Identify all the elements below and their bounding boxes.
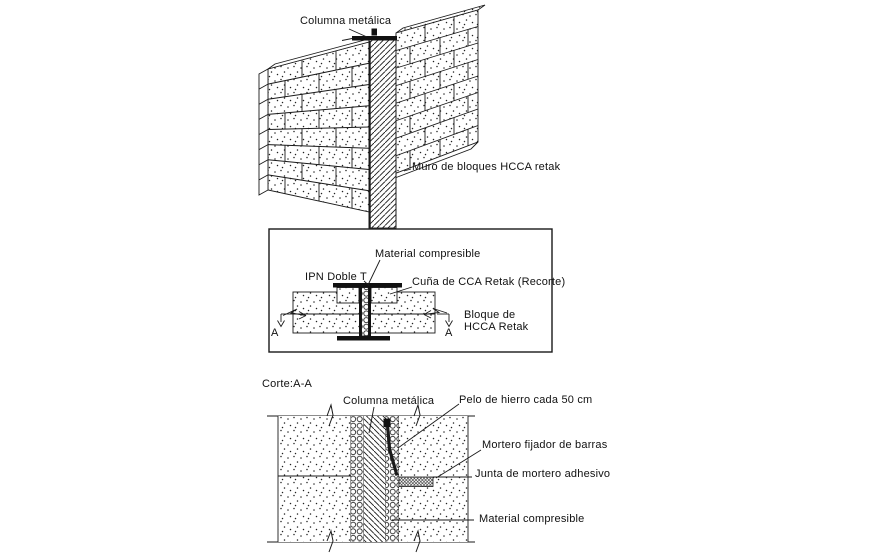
section-marker-a-left: A bbox=[271, 327, 279, 339]
label-junta-mortero: Junta de mortero adhesivo bbox=[475, 468, 611, 480]
label-columna-metalica-iso: Columna metálica bbox=[300, 15, 392, 27]
section-a-a-view bbox=[267, 404, 481, 552]
label-bloque-hcca-line2: HCCA Retak bbox=[464, 321, 529, 333]
label-pelo-de-hierro: Pelo de hierro cada 50 cm bbox=[459, 394, 593, 406]
label-material-compresible-detail: Material compresible bbox=[375, 248, 481, 260]
label-mortero-fijador: Mortero fijador de barras bbox=[482, 439, 608, 451]
label-bloque-hcca-line1: Bloque de bbox=[464, 309, 516, 321]
section-marker-a-right: A bbox=[445, 327, 453, 339]
label-material-compresible-sec: Material compresible bbox=[479, 513, 585, 525]
label-cuna-cca-retak: Cuña de CCA Retak (Recorte) bbox=[412, 276, 566, 288]
label-muro-bloques: Muro de bloques HCCA retak bbox=[412, 161, 561, 173]
isometric-wall-view bbox=[259, 5, 485, 228]
label-ipn-doble-t: IPN Doble T bbox=[305, 271, 367, 283]
label-columna-metalica-sec: Columna metálica bbox=[343, 395, 435, 407]
section-title-corte-aa: Corte:A-A bbox=[262, 378, 313, 390]
